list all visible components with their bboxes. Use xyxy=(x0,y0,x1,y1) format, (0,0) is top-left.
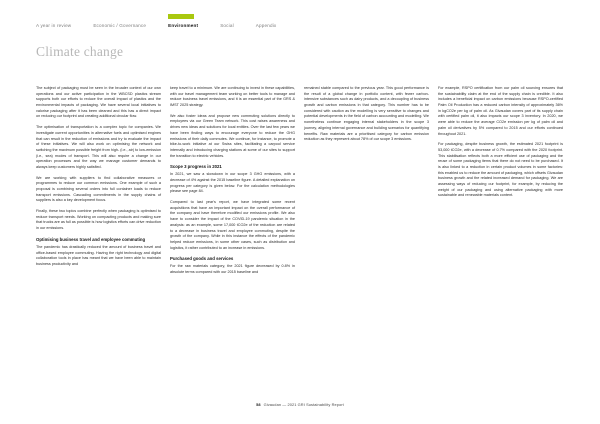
paragraph: remained stable compared to the previous year. This good performance is the result of a global change in portfolio content, with fewer carbon-intensive substances such as dairy products, and a decoupling of business growth and carbon emissions in that category. This number has to be considered with caution as the modelling is very sensitive to changes and potential developments in the field of carbon accounting and modelling. We nonetheless continue engaging internal stakeholders in the scope 3 journey, aligning internal governance and building scenarios for quantifying benefits. Raw materials are a prioritised category for carbon emission reduction as they represent about 78% of our scope 3 emissions. xyxy=(304,86,429,142)
paragraph: The optimisation of transportation is a complex topic for companies. We investigate current opportunities in alternative fuels and optimised engines that can result in the reduction of emissions and try to evaluate the impact of these initiatives. We will also work on optimising the network and switching the maximum possible freight from high- (i.e., air) to low-emission (i.e., sea) modes of transport. This will also require a change in our operation processes and the way we manage customer demands to always keep customers highly satisfied. xyxy=(36,125,161,169)
paragraph: We are working with suppliers to find collaborative measures or programmes to reduce our common emissions. One example of such a proposal is combining several orders into full container loads to reduce transport emissions. Cascading commitments in the supply chains of suppliers is also a key development focus. xyxy=(36,175,161,203)
nav-tab-label: Economic / Governance xyxy=(93,23,147,28)
active-tab-marker xyxy=(168,14,194,19)
text-column-4 xyxy=(438,86,563,281)
paragraph: For packaging, despite business growth, the estimated 2021 footprint is 53,000 tCO2e, with a decrease of 0.7% compared with the 2020 footprint. This stabilisation reflects both a more efficient use of packaging and the reuse of some packaging items that there do not need to be purchased. It is also linked to a reduction in certain product volumes in some factories: this enabled us to reduce the amount of packaging, which offsets Givaudan business growth and the related increased demand for packaging. We are assessing ways of reducing our footprint, for example, by reducing the weight of our packaging and using alternative packaging with more sustainable and renewable materials content. xyxy=(438,142,563,198)
nav-tab-label: Environment xyxy=(168,23,199,28)
paragraph: The pandemic has drastically reduced the amount of business travel and office-based employee commuting. Having the right technology and digital collaboration tools in place has meant that we have been able to maintain business productivity and xyxy=(36,244,161,266)
text-column-3 xyxy=(304,86,429,281)
paragraph: The subject of packaging must be seen in the broader context of our own operations and our active participation in the WBCSD plastics stream supports both our efforts to reduce the overall impact of plastics and the environmental impacts of packaging. We have several local initiatives to valorise packaging after it has been cleaned and this has a direct impact on reducing our footprint and creating additional circular flow. xyxy=(36,86,161,119)
footer-report-title: Givaudan — 2021 GRI Sustainability Report xyxy=(263,402,344,407)
text-column-1 xyxy=(36,86,161,281)
nav-tab-label: Social xyxy=(220,23,234,28)
paragraph: In 2021, we saw a slowdown in our scope 3 GHG emissions, with a decrease of 4% against the 2015 baseline figure. A detailed explanation on progress per category is given below. For the calculation methodologies please see page 84. xyxy=(170,172,295,194)
nav-tab-economic-governance[interactable] xyxy=(93,18,146,29)
page-title: Climate change xyxy=(36,44,124,59)
section-heading-optimising-business-travel: Optimising business travel and employee commuting xyxy=(36,236,146,242)
paragraph: Finally, these two topics combine perfectly when packaging is optimised to reduce transport needs. Working on compacting products and making sure that trucks are as full as possible is how logistics efforts can drive reduction in our emissions. xyxy=(36,209,161,231)
paragraph: For the raw materials category, the 2021 figure decreased by 0.8% in absolute terms compared with our 2015 baseline and xyxy=(170,264,295,275)
nav-tab-social[interactable] xyxy=(220,18,234,29)
section-heading-purchased-goods-and-services: Purchased goods and services xyxy=(170,256,234,262)
paragraph: For example, RSPO certification from our palm oil sourcing ensures that the sustainability claim at the end of the supply chain is credible. It also includes a beneficial impact on carbon emissions because RSPO-certified Palm Oil Production has a reduced carbon intensity of approximately 36% in kgCO2e per kg of palm oil. As Givaudan covers part of its supply chain with certified palm oil, it also impacts our scope 3 inventory. In 2020, we were able to reduce the average CO2e emission per kg of palm oil and palm oil derivatives by 5% compared to 2015 and our efforts continued throughout 2021. xyxy=(438,86,563,136)
nav-tab-appendix[interactable] xyxy=(256,18,277,29)
nav-tab-label: A year in review xyxy=(36,23,72,28)
nav-tab-environment[interactable] xyxy=(168,18,198,29)
text-column-2 xyxy=(170,86,295,281)
article-body xyxy=(36,86,564,281)
paragraph: Compared to last year's report, we have integrated some recent acquisitions that have an important impact on the overall performance of the company and have therefore modified our emissions profile. We also have to consider the impact of the COVID-19 pandemic situation in the analysis: as an example, some 17,000 tCO2e of the reduction are related to a decrease in business travel and employee commuting, despite the growth of the company. While in this instance the effects of the pandemic helped reduce emissions, in some other cases, such as distribution and logistics, it rather contributed to an increase in emissions. xyxy=(170,200,295,250)
paragraph: We also foster ideas and propose new commuting solutions directly to employees via our Green Team network. This cost raises awareness and drives new ideas and solutions for local entities. Over the last few years we have been finding ways to encourage everyone to reduce the GHG emissions of their daily commutes. We continue, for instance, to promote a bike-to-work initiative at our Swiss sites, facilitating a carpool service internally and introducing charging stations at some of our sites to support the transition to electric vehicles. xyxy=(170,113,295,158)
paragraph: keep travel to a minimum. We are continuing to invest in these capabilities, with our travel management team working on better tools to manage and reduce business travel emissions, and it is an essential part of the GRS & IMST 2025 strategy. xyxy=(170,86,295,108)
top-navigation xyxy=(36,18,276,29)
section-heading-scope-3-progress: Scope 3 progress in 2021 xyxy=(170,164,222,170)
page-footer xyxy=(0,402,600,407)
nav-tab-label: Appendix xyxy=(255,23,277,28)
footer-page-number: 58 xyxy=(256,402,261,407)
nav-tab-a-year-in-review[interactable] xyxy=(36,18,71,29)
